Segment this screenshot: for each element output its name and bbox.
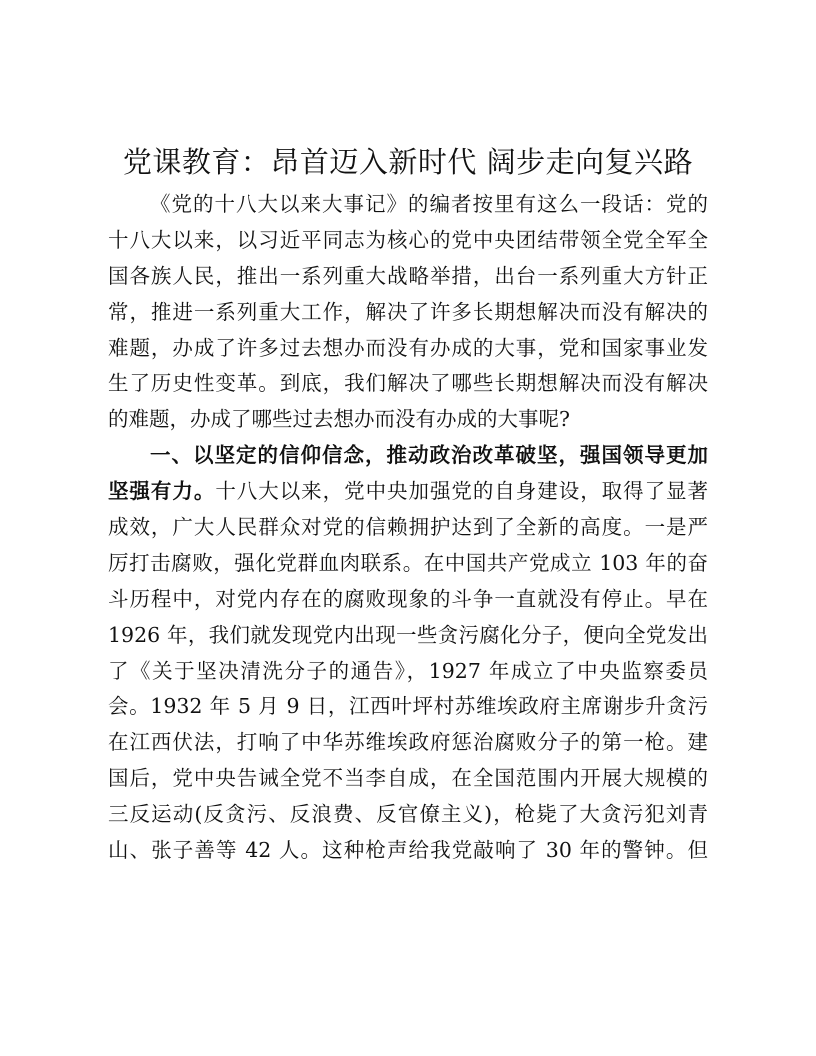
section-heading: 一、以坚定的信仰信念，推动政治改革破坚，强国领导更加: [150, 443, 708, 468]
text-line: 三反运动(反贪污、反浪费、反官僚主义)，枪毙了大贪污犯刘青: [108, 802, 708, 827]
text-line: 斗历程中，对党内存在的腐败现象的斗争一直就没有停止。早在: [108, 586, 708, 611]
text-line: 了《关于坚决清洗分子的通告》，1927 年成立了中央监察委员: [108, 658, 708, 683]
text-span: 十八大以来，党中央加强党的自身建设，取得了显著: [215, 479, 709, 504]
document-title: 党课教育：昂首迈入新时代 阔步走向复兴路: [122, 145, 694, 179]
text-line: 《党的十八大以来大事记》的编者按里有这么一段话：党的: [150, 192, 708, 216]
text-line: 十八大以来，以习近平同志为核心的党中央团结带领全党全军全: [108, 227, 708, 252]
paragraph-section-1: [108, 438, 708, 869]
text-line: 的难题，办成了哪些过去想办而没有办成的大事呢?: [108, 407, 570, 432]
text-line: 会。1932 年 5 月 9 日，江西叶坪村苏维埃政府主席谢步升贪污: [108, 694, 708, 719]
text-line: 1926 年，我们就发现党内出现一些贪污腐化分子，便向全党发出: [108, 622, 708, 647]
text-line: 厉打击腐败，强化党群血肉联系。在中国共产党成立 103 年的奋: [108, 550, 708, 575]
text-line: 山、张子善等 42 人。这种枪声给我党敲响了 30 年的警钟。但: [108, 838, 708, 863]
text-line: 生了历史性变革。到底，我们解决了哪些长期想解决而没有解决: [108, 371, 708, 396]
text-line: 国各族人民，推出一系列重大战略举措，出台一系列重大方针正: [108, 263, 708, 288]
paragraph-intro: [108, 187, 708, 438]
text-line: 成效，广大人民群众对党的信赖拥护达到了全新的高度。一是严: [108, 515, 708, 540]
document-body: [108, 187, 708, 869]
text-line: 常，推进一系列重大工作，解决了许多长期想解决而没有解决的: [108, 299, 708, 324]
text-line: 国后，党中央告诫全党不当李自成，在全国范围内开展大规模的: [108, 766, 708, 791]
text-line: 在江西伏法，打响了中华苏维埃政府惩治腐败分子的第一枪。建: [108, 730, 708, 755]
text-line: [108, 474, 708, 510]
section-heading-end: 坚强有力。: [108, 479, 216, 504]
text-line: 难题，办成了许多过去想办而没有办成的大事，党和国家事业发: [108, 335, 708, 360]
